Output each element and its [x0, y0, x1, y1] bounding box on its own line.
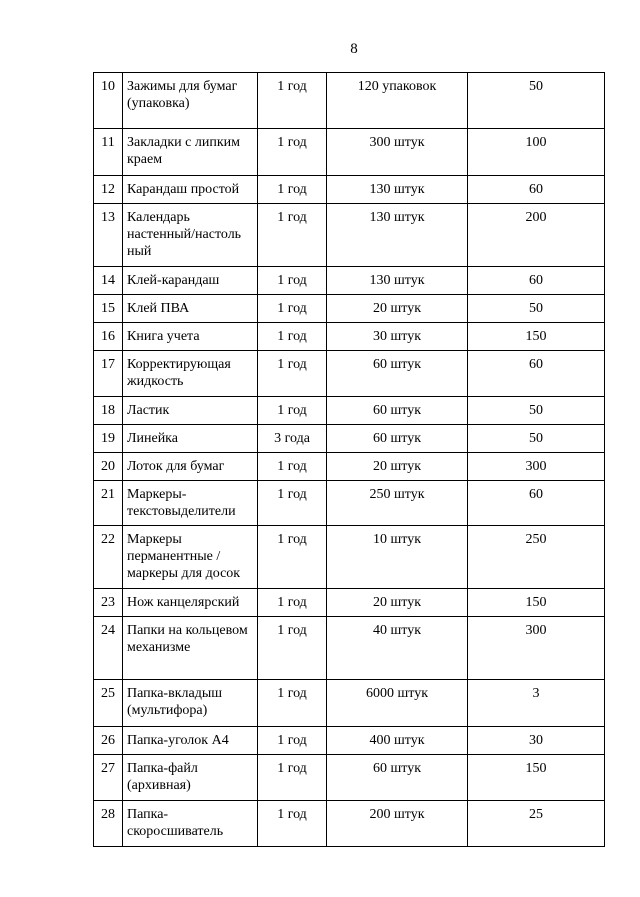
- item-quantity: 200 штук: [327, 801, 468, 847]
- item-price: 300: [468, 453, 605, 481]
- usage-term: 1 год: [258, 73, 327, 129]
- row-number: 16: [94, 323, 123, 351]
- item-quantity: 60 штук: [327, 755, 468, 801]
- usage-term: 1 год: [258, 323, 327, 351]
- usage-term: 1 год: [258, 129, 327, 176]
- table-row: [94, 589, 605, 617]
- item-name: Линейка: [123, 425, 258, 453]
- item-name: Маркеры-текстовыделители: [123, 481, 258, 526]
- table-row: [94, 267, 605, 295]
- item-name: Календарь настенный/настоль ный: [123, 204, 258, 267]
- item-name: Папка-уголок А4: [123, 727, 258, 755]
- item-quantity: 20 штук: [327, 589, 468, 617]
- usage-term: 1 год: [258, 176, 327, 204]
- page-number: 8: [350, 41, 358, 57]
- item-name: Папка-вкладыш (мультифора): [123, 680, 258, 727]
- item-name: Карандаш простой: [123, 176, 258, 204]
- item-name: Нож канцелярский: [123, 589, 258, 617]
- table-row: [94, 295, 605, 323]
- row-number: 13: [94, 204, 123, 267]
- table-row: [94, 204, 605, 267]
- usage-term: 1 год: [258, 397, 327, 425]
- row-number: 20: [94, 453, 123, 481]
- item-name: Лоток для бумаг: [123, 453, 258, 481]
- item-price: 50: [468, 425, 605, 453]
- usage-term: 1 год: [258, 204, 327, 267]
- row-number: 21: [94, 481, 123, 526]
- usage-term: 1 год: [258, 680, 327, 727]
- item-name: Маркеры перманентные /маркеры для досок: [123, 526, 258, 589]
- table-row: [94, 176, 605, 204]
- row-number: 28: [94, 801, 123, 847]
- item-price: 200: [468, 204, 605, 267]
- item-quantity: 60 штук: [327, 425, 468, 453]
- item-quantity: 130 штук: [327, 204, 468, 267]
- usage-term: 1 год: [258, 801, 327, 847]
- item-quantity: 130 штук: [327, 267, 468, 295]
- usage-term: 1 год: [258, 755, 327, 801]
- usage-term: 1 год: [258, 351, 327, 397]
- item-price: 60: [468, 176, 605, 204]
- item-quantity: 60 штук: [327, 397, 468, 425]
- item-price: 100: [468, 129, 605, 176]
- row-number: 11: [94, 129, 123, 176]
- item-price: 150: [468, 589, 605, 617]
- item-price: 60: [468, 351, 605, 397]
- item-name: Папки на кольцевом механизме: [123, 617, 258, 680]
- row-number: 22: [94, 526, 123, 589]
- table-row: [94, 425, 605, 453]
- usage-term: 3 года: [258, 425, 327, 453]
- item-quantity: 400 штук: [327, 727, 468, 755]
- item-quantity: 20 штук: [327, 295, 468, 323]
- usage-term: 1 год: [258, 267, 327, 295]
- item-quantity: 120 упаковок: [327, 73, 468, 129]
- item-quantity: 250 штук: [327, 481, 468, 526]
- usage-term: 1 год: [258, 526, 327, 589]
- item-price: 50: [468, 295, 605, 323]
- item-price: 150: [468, 323, 605, 351]
- row-number: 19: [94, 425, 123, 453]
- item-price: 300: [468, 617, 605, 680]
- item-name: Корректирующая жидкость: [123, 351, 258, 397]
- row-number: 26: [94, 727, 123, 755]
- item-price: 25: [468, 801, 605, 847]
- row-number: 23: [94, 589, 123, 617]
- item-price: 250: [468, 526, 605, 589]
- item-quantity: 60 штук: [327, 351, 468, 397]
- row-number: 10: [94, 73, 123, 129]
- item-name: Папка-скоросшиватель: [123, 801, 258, 847]
- table-row: [94, 680, 605, 727]
- item-name: Папка-файл (архивная): [123, 755, 258, 801]
- item-price: 60: [468, 267, 605, 295]
- item-name: Клей ПВА: [123, 295, 258, 323]
- item-name: Зажимы для бумаг (упаковка): [123, 73, 258, 129]
- row-number: 14: [94, 267, 123, 295]
- row-number: 12: [94, 176, 123, 204]
- row-number: 18: [94, 397, 123, 425]
- table-row: [94, 73, 605, 129]
- usage-term: 1 год: [258, 453, 327, 481]
- item-quantity: 10 штук: [327, 526, 468, 589]
- row-number: 17: [94, 351, 123, 397]
- row-number: 25: [94, 680, 123, 727]
- item-price: 60: [468, 481, 605, 526]
- table-row: [94, 617, 605, 680]
- usage-term: 1 год: [258, 617, 327, 680]
- table-row: [94, 526, 605, 589]
- item-quantity: 30 штук: [327, 323, 468, 351]
- table-row: [94, 129, 605, 176]
- table-row: [94, 323, 605, 351]
- item-quantity: 300 штук: [327, 129, 468, 176]
- table-row: [94, 801, 605, 847]
- item-name: Клей-карандаш: [123, 267, 258, 295]
- usage-term: 1 год: [258, 727, 327, 755]
- item-price: 50: [468, 397, 605, 425]
- row-number: 15: [94, 295, 123, 323]
- row-number: 24: [94, 617, 123, 680]
- item-name: Книга учета: [123, 323, 258, 351]
- item-price: 3: [468, 680, 605, 727]
- usage-term: 1 год: [258, 481, 327, 526]
- item-price: 150: [468, 755, 605, 801]
- item-name: Закладки с липким краем: [123, 129, 258, 176]
- table-row: [94, 453, 605, 481]
- item-price: 50: [468, 73, 605, 129]
- table-row: [94, 727, 605, 755]
- table-row: [94, 397, 605, 425]
- usage-term: 1 год: [258, 295, 327, 323]
- item-quantity: 40 штук: [327, 617, 468, 680]
- table-row: [94, 755, 605, 801]
- item-name: Ластик: [123, 397, 258, 425]
- item-quantity: 6000 штук: [327, 680, 468, 727]
- item-price: 30: [468, 727, 605, 755]
- row-number: 27: [94, 755, 123, 801]
- table-row: [94, 481, 605, 526]
- item-quantity: 20 штук: [327, 453, 468, 481]
- supplies-table: [93, 72, 605, 847]
- table-row: [94, 351, 605, 397]
- usage-term: 1 год: [258, 589, 327, 617]
- item-quantity: 130 штук: [327, 176, 468, 204]
